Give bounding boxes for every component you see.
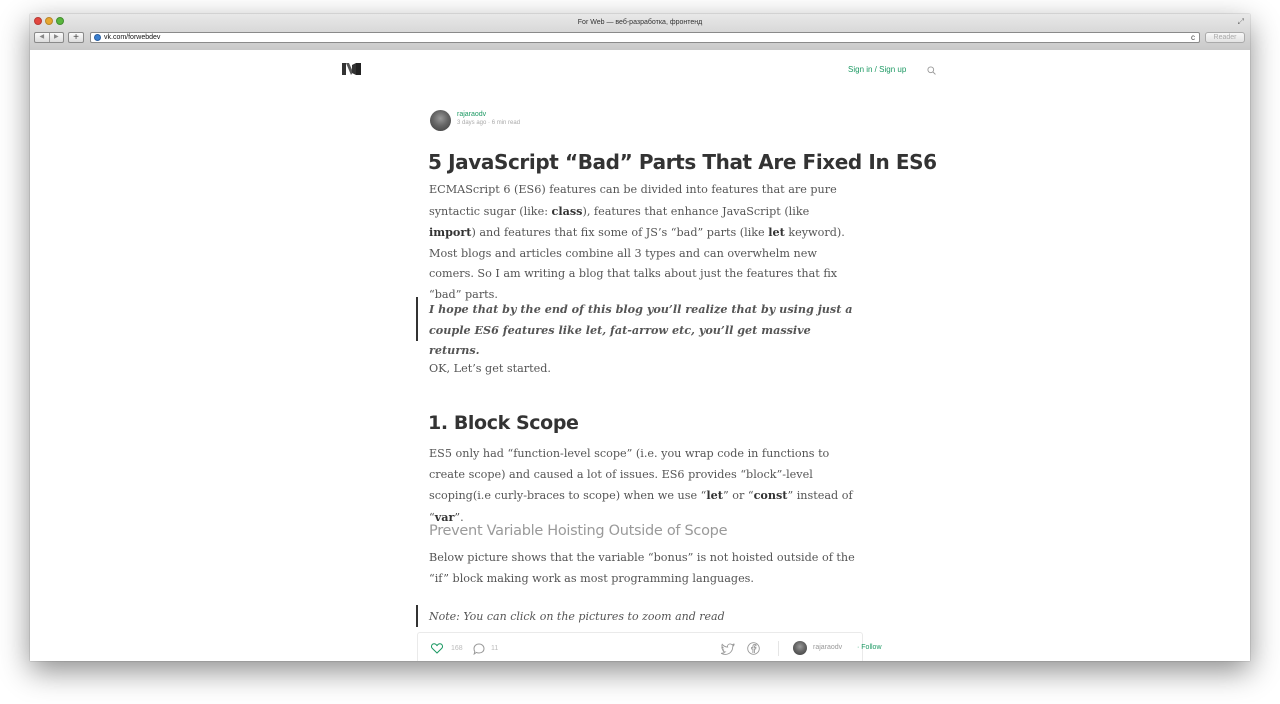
bar-author-name[interactable]: rajaraodv bbox=[813, 644, 843, 651]
note-bar bbox=[416, 605, 418, 627]
recommend-count: 168 bbox=[451, 645, 463, 652]
subsection-heading: Prevent Variable Hoisting Outside of Scope bbox=[429, 523, 728, 539]
medium-logo-icon[interactable] bbox=[342, 62, 361, 76]
twitter-icon[interactable] bbox=[721, 643, 735, 655]
url-text: vk.com/forwebdev bbox=[104, 34, 161, 41]
facebook-icon[interactable] bbox=[747, 642, 760, 655]
bold-term: class bbox=[551, 203, 583, 218]
action-bar-divider bbox=[778, 641, 779, 656]
fullscreen-icon[interactable]: ⤢ bbox=[1237, 17, 1244, 26]
text-run: ) and features that fix some of JS’s “bad” parts (like bbox=[471, 226, 769, 239]
author-name-link[interactable]: rajaraodv bbox=[457, 111, 487, 118]
sign-in-link[interactable]: Sign in / Sign up bbox=[848, 65, 907, 74]
intro-paragraph bbox=[429, 180, 859, 305]
text-run: ” instead of “ bbox=[429, 489, 853, 524]
post-meta: 3 days ago · 6 min read bbox=[457, 120, 521, 126]
browser-toolbar bbox=[30, 14, 1250, 51]
address-bar[interactable] bbox=[90, 32, 1200, 43]
started-paragraph: OK, Let’s get started. bbox=[429, 362, 551, 375]
heart-icon[interactable] bbox=[431, 643, 443, 654]
bold-term: import bbox=[429, 225, 472, 239]
section-paragraph bbox=[429, 444, 859, 528]
article-title: 5 JavaScript “Bad” Parts That Are Fixed In ES6 bbox=[428, 150, 937, 174]
reader-button[interactable]: Reader bbox=[1205, 32, 1245, 43]
bold-term: let bbox=[768, 225, 785, 239]
forward-button[interactable]: ▶ bbox=[49, 33, 64, 42]
text-run: ES5 only had “function-level scope” (i.e. you wrap code in functions to create scope) and caused a lot of issues. ES6 provides “block”-level scoping(i.e curly-braces to scope) when we use “ bbox=[429, 447, 830, 502]
article-action-bar bbox=[417, 632, 882, 661]
text-run: ”. bbox=[454, 510, 464, 524]
add-bookmark-button[interactable]: + bbox=[68, 32, 84, 43]
search-icon[interactable] bbox=[927, 66, 936, 75]
follow-button[interactable]: · Follow bbox=[857, 644, 882, 651]
bold-term: let bbox=[706, 488, 723, 502]
author-avatar[interactable] bbox=[430, 110, 451, 131]
comment-icon[interactable] bbox=[473, 643, 485, 655]
back-forward-buttons bbox=[34, 32, 64, 43]
section-heading: 1. Block Scope bbox=[428, 412, 579, 434]
globe-icon bbox=[94, 34, 101, 41]
quote-bar bbox=[416, 297, 418, 341]
text-run: ” or “ bbox=[722, 489, 754, 502]
pull-quote: I hope that by the end of this blog you’ll realize that by using just a couple ES6 features like let, fat-arrow etc, you’ll get massive returns. bbox=[429, 302, 853, 357]
bold-term: const bbox=[753, 488, 788, 502]
reload-button[interactable]: c bbox=[1191, 33, 1195, 42]
response-count: 11 bbox=[491, 645, 499, 652]
text-run: keyword). Most blogs and articles combine all 3 types and can overwhelm new comers. So I am writing a blog that talks about just the features that fix “bad” parts. bbox=[429, 226, 845, 301]
text-run: ECMAScript 6 (ES6) features can be divided into features that are pure syntactic sugar (like: bbox=[429, 183, 837, 218]
subsection-paragraph: Below picture shows that the variable “bonus” is not hoisted outside of the “if” block making work as most programming languages. bbox=[429, 551, 855, 585]
author-avatar-small[interactable] bbox=[793, 641, 807, 655]
note-text: Note: You can click on the pictures to zoom and read bbox=[429, 610, 725, 623]
window-title: For Web — веб-разработка, фронтенд bbox=[577, 19, 703, 26]
bold-term: var bbox=[434, 509, 455, 524]
page-content bbox=[30, 50, 1250, 661]
back-button[interactable]: ◀ bbox=[39, 34, 45, 40]
text-run: ), features that enhance JavaScript (like bbox=[582, 204, 810, 218]
browser-window bbox=[30, 14, 1250, 661]
